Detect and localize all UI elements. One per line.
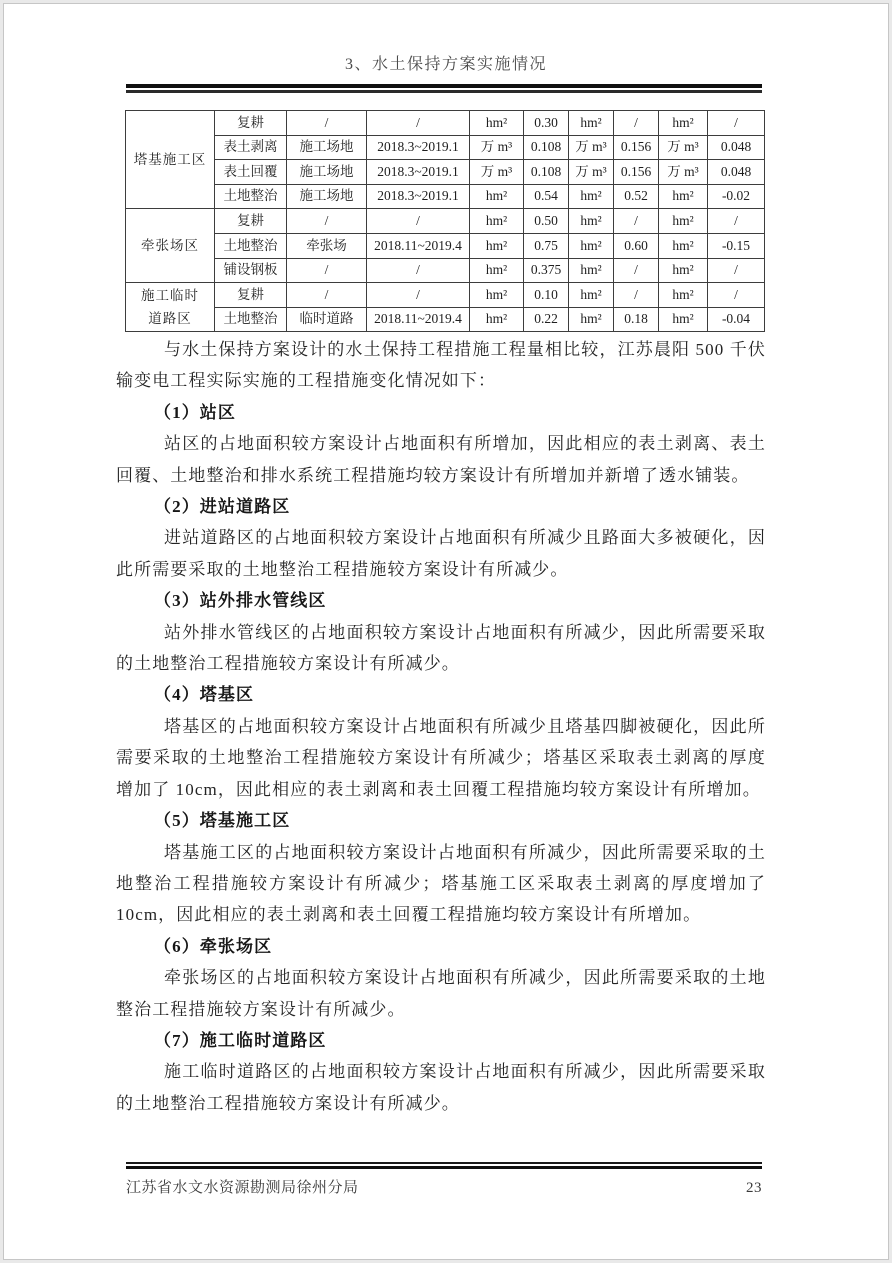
location-cell: 牵张场 — [287, 233, 367, 258]
area-cell: 塔基施工区 — [126, 111, 215, 209]
table-row — [126, 184, 765, 209]
value-cell: / — [708, 209, 765, 234]
value-cell: 0.75 — [524, 233, 569, 258]
unit-cell: hm² — [659, 233, 708, 258]
unit-cell: hm² — [470, 283, 524, 308]
value-cell: -0.15 — [708, 233, 765, 258]
value-cell: 0.048 — [708, 160, 765, 185]
value-cell: 0.60 — [614, 233, 659, 258]
unit-cell: hm² — [569, 307, 614, 332]
location-cell: 施工场地 — [287, 184, 367, 209]
unit-cell: hm² — [659, 283, 708, 308]
value-cell: 0.18 — [614, 307, 659, 332]
value-cell: / — [614, 209, 659, 234]
page-header-title: 3、水土保持方案实施情况 — [344, 56, 547, 73]
measure-cell: 复耕 — [215, 283, 287, 308]
value-cell: 0.50 — [524, 209, 569, 234]
value-cell: 0.108 — [524, 135, 569, 160]
location-cell: / — [287, 258, 367, 283]
unit-cell: 万 m³ — [569, 135, 614, 160]
period-cell: / — [367, 111, 470, 136]
section-paragraph-6: 牵张场区的占地面积较方案设计占地面积有所减少，因此所需要采取的土地整治工程措施较方案设计有所减少。 — [116, 968, 766, 1019]
value-cell: / — [614, 258, 659, 283]
unit-cell: hm² — [569, 111, 614, 136]
value-cell: -0.02 — [708, 184, 765, 209]
table-row — [126, 160, 765, 185]
unit-cell: hm² — [470, 307, 524, 332]
period-cell: 2018.3~2019.1 — [367, 160, 470, 185]
section-paragraph-1: 站区的占地面积较方案设计占地面积有所增加，因此相应的表土剥离、表土回覆、土地整治和排水系统工程措施均较方案设计有所增加并新增了透水铺装。 — [116, 434, 766, 485]
document-page — [3, 3, 889, 1260]
period-cell: 2018.11~2019.4 — [367, 233, 470, 258]
section-heading-4: （4）塔基区 — [154, 685, 255, 705]
unit-cell: hm² — [659, 111, 708, 136]
section-paragraph-5: 塔基施工区的占地面积较方案设计占地面积有所减少，因此所需要采取的土地整治工程措施较方案设计有所减少；塔基施工区采取表土剥离的厚度增加了 10cm，因此相应的表土剥离和表土回覆工程措施均较方案设计有所增加。 — [116, 842, 766, 925]
location-cell: 施工场地 — [287, 160, 367, 185]
value-cell: 0.30 — [524, 111, 569, 136]
value-cell: / — [708, 258, 765, 283]
value-cell: / — [614, 283, 659, 308]
footer-double-rule — [126, 1162, 762, 1169]
value-cell: 0.22 — [524, 307, 569, 332]
unit-cell: hm² — [569, 233, 614, 258]
section-paragraph-4: 塔基区的占地面积较方案设计占地面积有所减少且塔基四脚被硬化，因此所需要采取的土地整治工程措施较方案设计有所减少；塔基区采取表土剥离的厚度增加了 10cm，因此相应的表土剥离和表土回覆工程措施均较方案设计有所增加。 — [116, 716, 766, 799]
period-cell: 2018.11~2019.4 — [367, 307, 470, 332]
unit-cell: hm² — [470, 209, 524, 234]
table-row — [126, 283, 765, 308]
period-cell: / — [367, 209, 470, 234]
intro-paragraph: 与水土保持方案设计的水土保持工程措施工程量相比较，江苏晨阳 500 千伏输变电工程实际实施的工程措施变化情况如下： — [116, 340, 766, 391]
area-cell: 施工临时道路区 — [126, 283, 215, 332]
unit-cell: hm² — [470, 233, 524, 258]
unit-cell: hm² — [659, 258, 708, 283]
period-cell: 2018.3~2019.1 — [367, 135, 470, 160]
section-paragraph-7: 施工临时道路区的占地面积较方案设计占地面积有所减少，因此所需要采取的土地整治工程措施较方案设计有所减少。 — [116, 1062, 766, 1113]
unit-cell: hm² — [569, 209, 614, 234]
section-heading-7: （7）施工临时道路区 — [154, 1030, 327, 1050]
unit-cell: hm² — [470, 184, 524, 209]
measures-continuation-table — [125, 110, 765, 332]
footer-organization: 江苏省水文水资源勘测局徐州分局 — [126, 1180, 359, 1196]
section-heading-1: （1）站区 — [154, 402, 236, 422]
value-cell: 0.156 — [614, 160, 659, 185]
body-text — [116, 334, 766, 1119]
value-cell: 0.52 — [614, 184, 659, 209]
section-paragraph-2: 进站道路区的占地面积较方案设计占地面积有所减少且路面大多被硬化，因此所需要采取的土地整治工程措施较方案设计有所减少。 — [116, 528, 766, 579]
measure-cell: 复耕 — [215, 209, 287, 234]
unit-cell: 万 m³ — [470, 135, 524, 160]
table-row — [126, 307, 765, 332]
unit-cell: 万 m³ — [569, 160, 614, 185]
table-row — [126, 258, 765, 283]
section-paragraph-3: 站外排水管线区的占地面积较方案设计占地面积有所减少，因此所需要采取的土地整治工程措施较方案设计有所减少。 — [116, 622, 766, 674]
unit-cell: hm² — [659, 209, 708, 234]
value-cell: 0.10 — [524, 283, 569, 308]
table-row — [126, 209, 765, 234]
area-cell: 牵张场区 — [126, 209, 215, 283]
unit-cell: hm² — [569, 258, 614, 283]
header-double-rule — [126, 84, 762, 93]
value-cell: 0.54 — [524, 184, 569, 209]
unit-cell: hm² — [569, 283, 614, 308]
section-heading-3: （3）站外排水管线区 — [154, 591, 327, 611]
value-cell: / — [614, 111, 659, 136]
measure-cell: 土地整治 — [215, 233, 287, 258]
unit-cell: hm² — [470, 258, 524, 283]
value-cell: 0.375 — [524, 258, 569, 283]
value-cell: / — [708, 283, 765, 308]
measure-cell: 土地整治 — [215, 307, 287, 332]
unit-cell: 万 m³ — [470, 160, 524, 185]
unit-cell: 万 m³ — [659, 160, 708, 185]
period-cell: / — [367, 283, 470, 308]
location-cell: / — [287, 283, 367, 308]
location-cell: 施工场地 — [287, 135, 367, 160]
value-cell: / — [708, 111, 765, 136]
footer-page-number: 23 — [746, 1180, 762, 1196]
measure-cell: 表土剥离 — [215, 135, 287, 160]
period-cell: / — [367, 258, 470, 283]
table-row — [126, 233, 765, 258]
unit-cell: hm² — [659, 184, 708, 209]
location-cell: / — [287, 111, 367, 136]
measure-cell: 铺设钢板 — [215, 258, 287, 283]
value-cell: 0.108 — [524, 160, 569, 185]
value-cell: -0.04 — [708, 307, 765, 332]
value-cell: 0.156 — [614, 135, 659, 160]
section-heading-6: （6）牵张场区 — [154, 936, 273, 956]
section-heading-2: （2）进站道路区 — [154, 497, 291, 517]
unit-cell: hm² — [470, 111, 524, 136]
value-cell: 0.048 — [708, 135, 765, 160]
measure-cell: 土地整治 — [215, 184, 287, 209]
table-row — [126, 111, 765, 136]
unit-cell: hm² — [659, 307, 708, 332]
unit-cell: 万 m³ — [659, 135, 708, 160]
period-cell: 2018.3~2019.1 — [367, 184, 470, 209]
measure-cell: 表土回覆 — [215, 160, 287, 185]
unit-cell: hm² — [569, 184, 614, 209]
page-footer — [126, 1176, 762, 1197]
table-row — [126, 135, 765, 160]
section-heading-5: （5）塔基施工区 — [154, 811, 291, 831]
measure-cell: 复耕 — [215, 111, 287, 136]
location-cell: / — [287, 209, 367, 234]
location-cell: 临时道路 — [287, 307, 367, 332]
